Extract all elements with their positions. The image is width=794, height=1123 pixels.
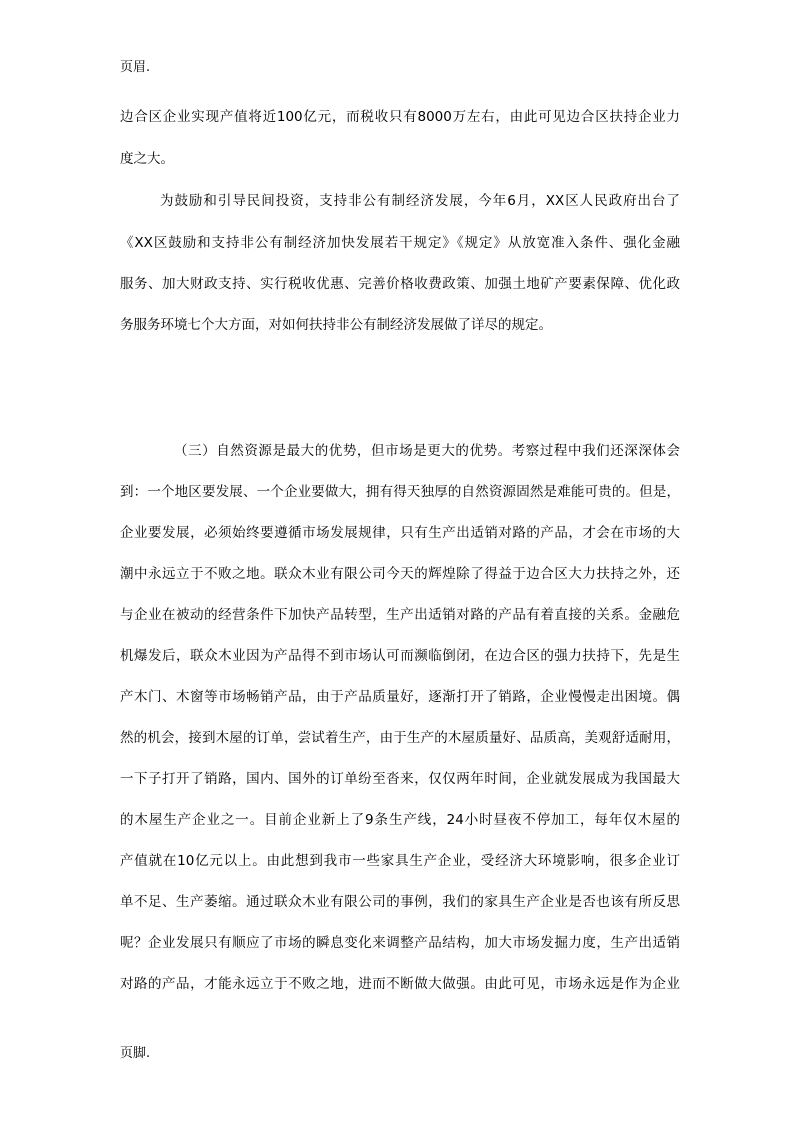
paragraph-1-line-1: 边合区企业实现产值将近100亿元，而税收只有8000万左右，由此可见边合区扶持企业力 [120, 109, 680, 125]
paragraph-3-line-3: 企业要发展，必须始终要遵循市场发展规律，只有生产出适销对路的产品，才会在市场的大 [120, 525, 680, 541]
paragraph-3-line-1: （三）自然资源是最大的优势，但市场是更大的优势。考察过程中我们还深深体会 [174, 443, 680, 459]
paragraph-3-line-11: 产值就在10亿元以上。由此想到我市一些家具生产企业，受经济大环境影响，很多企业订 [120, 853, 680, 869]
paragraph-3-line-2: 到：一个地区要发展、一个企业要做大，拥有得天独厚的自然资源固然是难能可贵的。但是， [120, 484, 680, 500]
paragraph-3-line-5: 与企业在被动的经营条件下加快产品转型，生产出适销对路的产品有着直接的关系。金融危 [120, 607, 680, 623]
paragraph-3-line-7: 产木门、木窗等市场畅销产品，由于产品质量好，逐渐打开了销路，企业慢慢走出困境。偶 [120, 689, 680, 705]
paragraph-3-line-14: 对路的产品，才能永远立于不败之地，进而不断做大做强。由此可见，市场永远是作为企业 [120, 976, 680, 992]
paragraph-3-line-12: 单不足、生产萎缩。通过联众木业有限公司的事例，我们的家具生产企业是否也该有所反思 [120, 894, 680, 910]
page-header: 页眉. [120, 60, 151, 75]
paragraph-2-line-3: 服务、加大财政支持、实行税收优惠、完善价格收费政策、加强土地矿产要素保障、优化政 [120, 276, 680, 292]
paragraph-3-line-10: 的木屋生产企业之一。目前企业新上了9条生产线，24小时昼夜不停加工，每年仅木屋的 [120, 812, 680, 828]
page-footer: 页脚. [120, 1046, 151, 1061]
paragraph-3-line-9: 一下子打开了销路，国内、国外的订单纷至沓来，仅仅两年时间，企业就发展成为我国最大 [120, 771, 680, 787]
paragraph-3-line-8: 然的机会，接到木屋的订单，尝试着生产，由于生产的木屋质量好、品质高，美观舒适耐用， [120, 730, 680, 746]
paragraph-1-line-2: 度之大。 [120, 151, 174, 167]
paragraph-2-line-1: 为鼓励和引导民间投资，支持非公有制经济发展，今年6月，XX区人民政府出台了 [160, 193, 680, 209]
paragraph-3-line-6: 机爆发后，联众木业因为产品得不到市场认可而濒临倒闭，在边合区的强力扶持下，先是生 [120, 648, 680, 664]
paragraph-2-line-2: 《XX区鼓励和支持非公有制经济加快发展若干规定》《规定》从放宽准入条件、强化金融 [120, 235, 680, 251]
paragraph-3-line-13: 呢？企业发展只有顺应了市场的瞬息变化来调整产品结构，加大市场发掘力度，生产出适销 [120, 935, 680, 951]
paragraph-2-line-4: 务服务环境七个大方面，对如何扶持非公有制经济发展做了详尽的规定。 [120, 317, 552, 333]
paragraph-3-line-4: 潮中永远立于不败之地。联众木业有限公司今天的辉煌除了得益于边合区大力扶持之外，还 [120, 566, 680, 582]
